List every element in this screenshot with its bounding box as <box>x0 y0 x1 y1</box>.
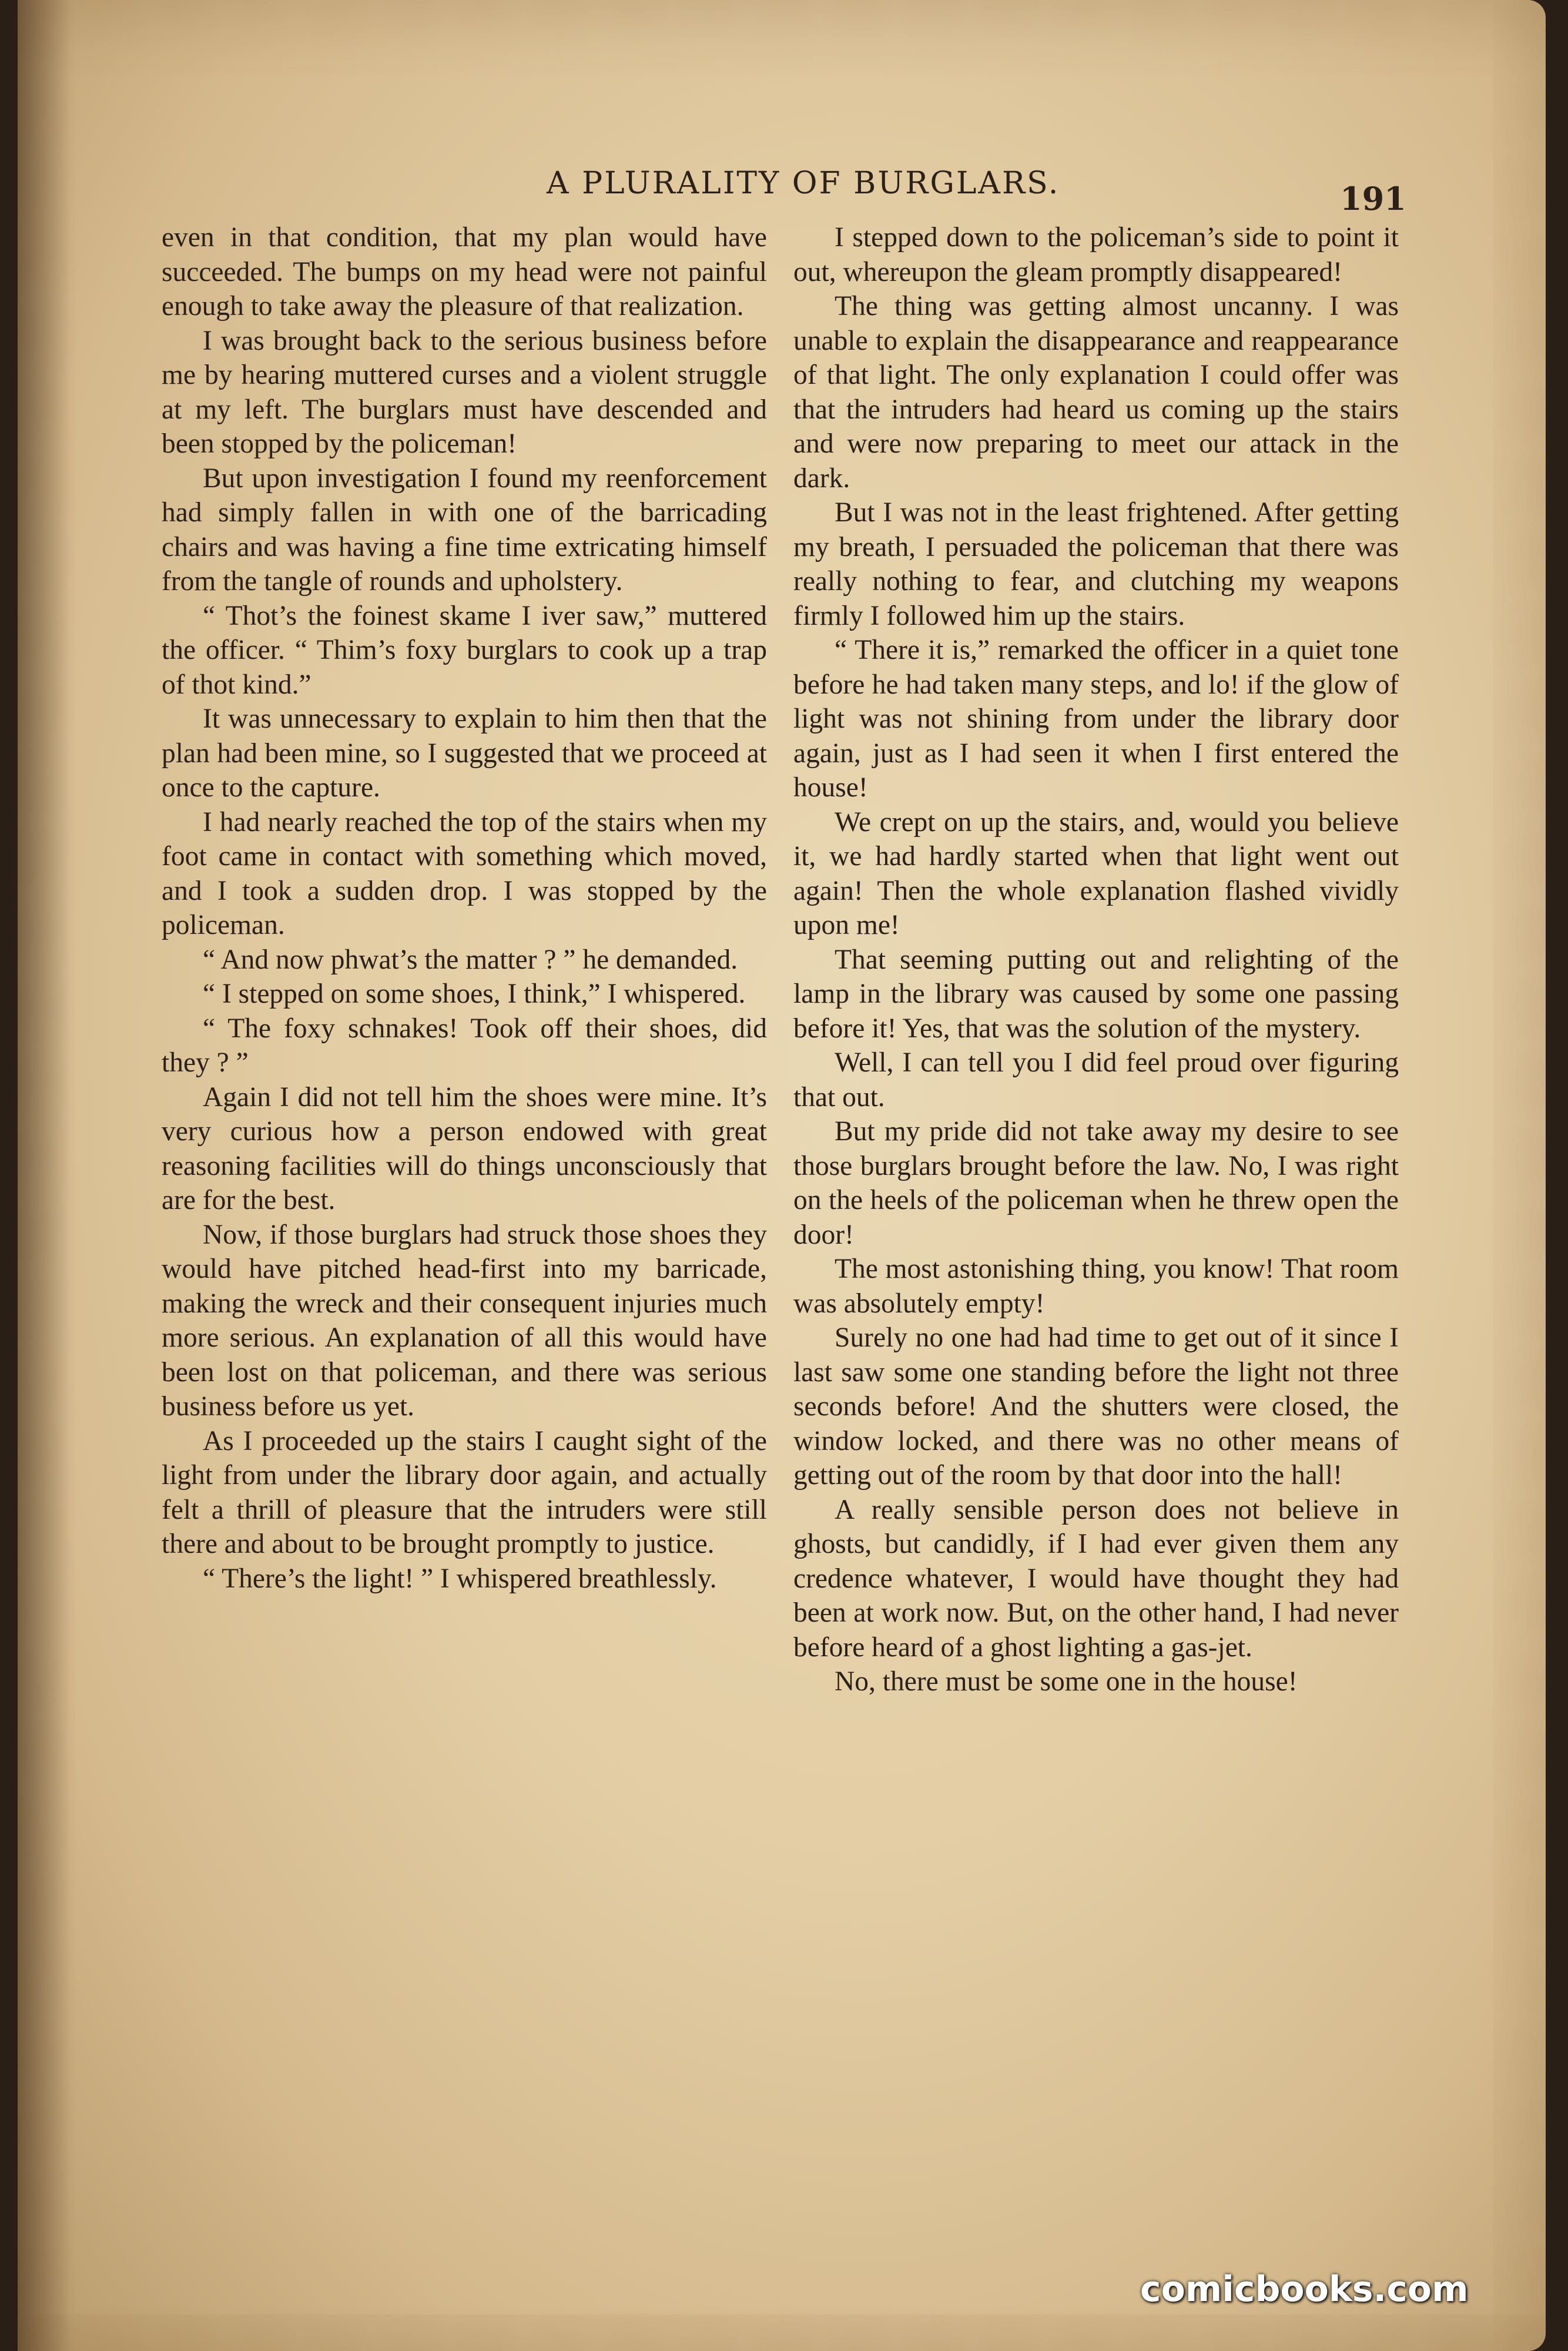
paragraph: “ And now phwat’s the matter ? ” he demanded. <box>203 944 738 975</box>
paragraph: “ Thot’s the foinest skame I iver saw,” muttered the officer. “ Thim’s foxy burglars to cook up a trap of thot kind.” <box>162 600 767 700</box>
paragraph: The thing was getting almost uncanny. I was unable to explain the disappearance and reappearance of that light. The only explanation I could offer was that the intruders had heard us coming up the stairs and were now preparing to meet our attack in the dark. <box>793 291 1399 494</box>
paragraph: Well, I can tell you I did feel proud over figuring that out. <box>793 1047 1399 1113</box>
paragraph: Surely no one had had time to get out of it since I last saw some one standing before the light not three seconds before! And the shutters were closed, the window locked, and there was no other means of getting out of the room by that door into the hall! <box>793 1322 1399 1491</box>
paragraph: “ The foxy schnakes! Took off their shoes, did they ? ” <box>162 1013 767 1078</box>
watermark: comicbooks.com <box>1140 2269 1469 2310</box>
book-page <box>18 0 1546 2351</box>
paragraph: “ There’s the light! ” I whispered breathlessly. <box>203 1563 717 1594</box>
paragraph: The most astonishing thing, you know! That room was absolutely empty! <box>793 1254 1399 1319</box>
page-number: 191 <box>1340 180 1406 217</box>
paragraph: But my pride did not take away my desire to see those burglars brought before the law. No, I was right on the heels of the policeman when he threw open the door! <box>793 1116 1399 1250</box>
paragraph: “ I stepped on some shoes, I think,” I whispered. <box>203 979 746 1009</box>
paragraph: Now, if those burglars had struck those shoes they would have pitched head-first into my barricade, making the wreck and their consequent injuries much more serious. An explanation of all this would have been lost on that policeman, and there was serious business before us yet. <box>162 1219 767 1422</box>
paragraph: A really sensible person does not believe in ghosts, but candidly, if I had ever given them any credence whatever, I would have thought they had been at work now. But, on the other hand, I had never before heard of a ghost lighting a gas-jet. <box>793 1494 1399 1663</box>
paragraph: I was brought back to the serious business before me by hearing muttered curses and a violent struggle at my left. The burglars must have descended and been stopped by the policeman! <box>162 325 767 459</box>
running-title: A PLURALITY OF BURGLARS. <box>547 166 1060 201</box>
paragraph: even in that condition, that my plan would have succeeded. The bumps on my head were not painful enough to take away the pleasure of that realization. <box>162 222 767 321</box>
paragraph: I stepped down to the policeman’s side to point it out, whereupon the gleam promptly disappeared! <box>793 222 1399 287</box>
paragraph: It was unnecessary to explain to him then that the plan had been mine, so I suggested that we proceed at once to the capture. <box>162 704 767 803</box>
left-text-column <box>162 220 767 1596</box>
paragraph: As I proceeded up the stairs I caught sight of the light from under the library door again, and actually felt a thrill of pleasure that the intruders were still there and about to be brought promptly to justice. <box>162 1425 767 1559</box>
right-text-column <box>793 220 1399 1699</box>
paragraph: I had nearly reached the top of the stairs when my foot came in contact with something which moved, and I took a sudden drop. I was stopped by the policeman. <box>162 806 767 940</box>
paragraph: Again I did not tell him the shoes were mine. It’s very curious how a person endowed with great reasoning facilities will do things unconsciously that are for the best. <box>162 1081 767 1215</box>
paragraph: No, there must be some one in the house! <box>835 1666 1298 1697</box>
paragraph: That seeming putting out and relighting of the lamp in the library was caused by some one passing before it! Yes, that was the solution of the mystery. <box>793 944 1399 1044</box>
spine-shadow <box>18 0 71 2351</box>
paragraph: But I was not in the least frightened. After getting my breath, I persuaded the policeman that there was really nothing to fear, and clutching my weapons firmly I followed him up the stairs. <box>793 497 1399 631</box>
paragraph: But upon investigation I found my reenforcement had simply fallen in with one of the barricading chairs and was having a fine time extricating himself from the tangle of rounds and upholstery. <box>162 463 767 597</box>
paragraph: “ There it is,” remarked the officer in a quiet tone before he had taken many steps, and lo! if the glow of light was not shining from under the library door again, just as I had seen it when I first entered the house! <box>793 635 1399 803</box>
paragraph: We crept on up the stairs, and, would you believe it, we had hardly started when that light went out again! Then the whole explanation flashed vividly upon me! <box>793 806 1399 940</box>
